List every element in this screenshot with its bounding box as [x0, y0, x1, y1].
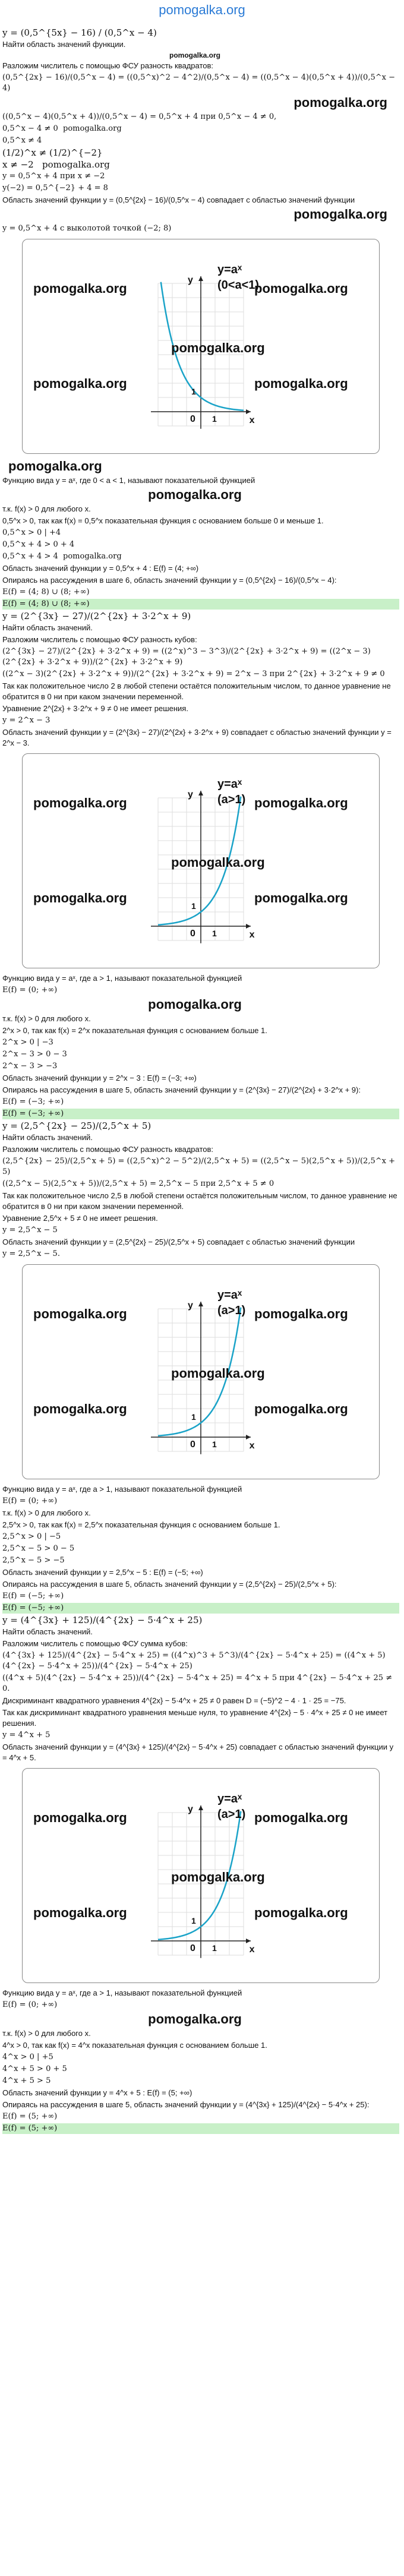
solution-line: Функцию вида y = aˣ, где a > 1, называют показательной функцией [2, 1485, 242, 1494]
x-axis-arrow [246, 409, 251, 414]
y-axis-label: y [188, 1804, 193, 1814]
y-axis-arrow [198, 791, 203, 795]
solution-line: y = 2^x − 3 [2, 716, 50, 725]
y-axis-arrow [198, 276, 203, 281]
answer-line: E(f) = (−5; +∞) [2, 1603, 399, 1614]
solution-line: (2^{3x} − 27)/(2^{2x} + 3·2^x + 9) = ((2^x)^3 − 3^3)/(2^{2x} + 3·2^x + 9) = ((2^x − 3)(2^{2x} + 3·2^x + 9))/(2^{2x} + 3·2^x + 9) [2, 647, 371, 667]
solution-line: Так как положительное число 2,5 в любой степени остаётся положительным числом, то данное уравнение не обратится в 0 ни при каком значении переменной. [2, 1191, 400, 1211]
y-unit-label: 1 [191, 387, 196, 396]
watermark: pomogalka.org [33, 1810, 127, 1825]
solution-line: y = (2^{3x} − 27)/(2^{2x} + 3·2^x + 9) [2, 611, 191, 621]
solution-line: т.к. f(x) > 0 для любого x. [2, 1508, 91, 1517]
solution-line: E(f) = (0; +∞) [2, 986, 58, 995]
solution-line: Область значений функции y = 2,5^x − 5 : E(f) = (−5; +∞) [2, 1568, 203, 1577]
x-unit-label: 1 [212, 1943, 217, 1953]
solution-line: Область значений функции y = 0,5^x + 4 : E(f) = (4; +∞) [2, 564, 199, 573]
solution-line: 0,5^x > 0, так как f(x) = 0,5^x показательная функция с основанием больше 0 и меньше 1. [2, 516, 324, 525]
solution-line: т.к. f(x) > 0 для любого x. [2, 504, 91, 513]
y-axis-arrow [198, 1805, 203, 1810]
origin-label: 0 [190, 1439, 195, 1450]
exponential-graph [22, 1264, 380, 1479]
solution-line: E(f) = (−3; +∞) [2, 1097, 64, 1106]
solution-line: 4^x > 0, так как f(x) = 4^x показательная функция с основанием больше 1. [2, 2041, 267, 2050]
solution-line: 0,5^x ≠ 4 [2, 136, 42, 145]
watermark: pomogalka.org [293, 95, 387, 110]
watermark: pomogalka.org [171, 855, 265, 870]
solution-line: E(f) = (0; +∞) [2, 1497, 58, 1505]
watermark: pomogalka.org [33, 1905, 127, 1920]
solution-line: Разложим числитель с помощью ФСУ разность квадратов: [2, 1145, 214, 1154]
function-label: y=aˣ [217, 1792, 242, 1805]
solution-line: 4^x + 5 > 0 + 5 [2, 2064, 67, 2073]
solution-line: y = 2,5^x − 5 [2, 1226, 58, 1235]
solution-line: Функцию вида y = aˣ, где 0 < a < 1, называют показательной функцией [2, 476, 255, 485]
x-axis-arrow [246, 924, 251, 929]
watermark: pomogalka.org [254, 1306, 348, 1321]
solution-line: y = 0,5^x + 4 при x ≠ −2 [2, 172, 105, 181]
x-axis-arrow [246, 1435, 251, 1439]
watermark: pomogalka.org [148, 2012, 242, 2026]
solution-line: 2,5^x − 5 > 0 − 5 [2, 1544, 75, 1553]
solution-line: 0,5^x > 0 | +4 [2, 528, 61, 537]
solution-line: Область значений функции y = 4^x + 5 : E(f) = (5; +∞) [2, 2088, 192, 2097]
base-condition-label: (0<a<1) [217, 279, 260, 292]
solution-line: Опираясь на рассуждения в шаге 5, область значений функции y = (4^{3x} + 125)/(4^{2x} − 5·4^x + 25): [2, 2100, 370, 2109]
function-label: y=aˣ [217, 1289, 242, 1302]
watermark: pomogalka.org [293, 207, 387, 222]
solution-line: т.к. f(x) > 0 для любого x. [2, 2029, 91, 2038]
watermark: pomogalka.org [254, 891, 348, 905]
watermark: pomogalka.org [33, 376, 127, 391]
solution-line: ((4^x + 5)(4^{2x} − 5·4^x + 25))/(4^{2x} − 5·4^x + 25) = 4^x + 5 при 4^{2x} − 5·4^x + 25 ≠ 0. [2, 1674, 395, 1693]
solution-line: Найти область значений функции. [2, 40, 126, 49]
solution-line: 2^x − 3 > 0 − 3 [2, 1050, 67, 1059]
y-axis-label: y [188, 789, 193, 800]
watermark: pomogalka.org [148, 997, 242, 1012]
solution-line: y = (4^{3x} + 125)/(4^{2x} − 5·4^x + 25) [2, 1615, 203, 1625]
watermark: pomogalka.org [33, 891, 127, 905]
solution-line: Область значений функции y = (2,5^{2x} − 25)/(2,5^x + 5) совпадает с областью значений функции [2, 1238, 355, 1246]
watermark: pomogalka.org [33, 1306, 127, 1321]
solution-line: E(f) = (4; 8) ∪ (8; +∞) [2, 588, 90, 596]
y-unit-label: 1 [191, 901, 196, 911]
solution-line: y = 4^x + 5 [2, 1731, 50, 1740]
watermark: pomogalka.org [254, 376, 348, 391]
solution-line: Разложим числитель с помощью ФСУ разность кубов: [2, 635, 197, 644]
solution-line: Найти область значений. [2, 623, 93, 632]
watermark: pomogalka.org [148, 487, 242, 502]
solution-line: 2,5^x − 5 > −5 [2, 1556, 65, 1565]
solution-line: 4^x > 0 | +5 [2, 2053, 53, 2062]
watermark: pomogalka.org [254, 1401, 348, 1416]
solution-line: Разложим числитель с помощью ФСУ сумма кубов: [2, 1639, 188, 1648]
watermark: pomogalka.org [254, 281, 348, 296]
watermark: pomogalka.org [33, 281, 127, 296]
function-label: y=aˣ [217, 263, 242, 276]
solution-line: Область значений функции y = 2^x − 3 : E(f) = (−3; +∞) [2, 1074, 197, 1082]
solution-line: E(f) = (−5; +∞) [2, 1592, 64, 1600]
watermark: pomogalka.org [8, 459, 102, 473]
exponential-graph [22, 753, 380, 968]
solution-line: Дискриминант квадратного уравнения 4^{2x} − 5·4^x + 25 ≠ 0 равен D = (−5)^2 − 4 · 1 · 25 = −75. [2, 1696, 346, 1705]
solution-line: 2^x > 0, так как f(x) = 2^x показательная функция с основанием больше 1. [2, 1026, 267, 1035]
x-unit-label: 1 [212, 1439, 217, 1449]
solution-line: (2,5^{2x} − 25)/(2,5^x + 5) = ((2,5^x)^2 − 5^2)/(2,5^x + 5) = ((2,5^x − 5)(2,5^x + 5))/(2,5^x + 5) [2, 1157, 398, 1176]
solution-line: Опираясь на рассуждения в шаге 5, область значений функции y = (2,5^{2x} − 25)/(2,5^x + 5): [2, 1580, 337, 1589]
solution-line: ((2,5^x − 5)(2,5^x + 5))/(2,5^x + 5) = 2,5^x − 5 при 2,5^x + 5 ≠ 0 [2, 1179, 274, 1188]
site-title[interactable]: pomogalka.org [159, 2, 245, 17]
solution-line: Опираясь на рассуждения в шаге 6, область значений функции y = (0,5^{2x} − 16)/(0,5^x − 4): [2, 576, 337, 585]
solution-line: x ≠ −2 pomogalka.org [2, 159, 110, 170]
watermark: pomogalka.org [169, 51, 220, 59]
solution-line: 2^x > 0 | −3 [2, 1038, 53, 1047]
solution-line: Найти область значений. [2, 1627, 93, 1636]
solution-line: ((0,5^x − 4)(0,5^x + 4))/(0,5^x − 4) = 0,5^x + 4 при 0,5^x − 4 ≠ 0, [2, 112, 277, 121]
solution-line: y = 0,5^x + 4 с выколотой точкой (−2; 8) [2, 224, 172, 233]
watermark: pomogalka.org [171, 1366, 265, 1381]
base-condition-label: (a>1) [217, 1808, 246, 1821]
solution-line: ((2^x − 3)(2^{2x} + 3·2^x + 9))/(2^{2x} + 3·2^x + 9) = 2^x − 3 при 2^{2x} + 3·2^x + 9 ≠ 0 [2, 670, 385, 678]
solution-line: y = 2,5^x − 5. [2, 1249, 60, 1258]
answer-line: E(f) = (4; 8) ∪ (8; +∞) [2, 599, 399, 610]
solution-line: Уравнение 2^{2x} + 3·2^x + 9 ≠ 0 не имеет решения. [2, 704, 188, 713]
watermark: pomogalka.org [254, 1905, 348, 1920]
y-unit-label: 1 [191, 1916, 196, 1925]
origin-label: 0 [190, 1943, 195, 1953]
origin-label: 0 [190, 414, 195, 424]
y-axis-label: y [188, 274, 193, 285]
solution-line: (0,5^{2x} − 16)/(0,5^x − 4) = ((0,5^x)^2 − 4^2)/(0,5^x − 4) = ((0,5^x − 4)(0,5^x + 4))/(0,5^x − 4) [2, 73, 398, 93]
solution-line: y(−2) = 0,5^{−2} + 4 = 8 [2, 184, 108, 192]
base-condition-label: (a>1) [217, 1304, 246, 1317]
watermark: pomogalka.org [33, 795, 127, 810]
solution-line: 0,5^x + 4 > 4 pomogalka.org [2, 552, 122, 561]
function-label: y=aˣ [217, 778, 242, 791]
x-axis-arrow [246, 1939, 251, 1943]
solution-line: Найти область значений. [2, 1133, 93, 1142]
solution-line: Функцию вида y = aˣ, где a > 1, называют показательной функцией [2, 1988, 242, 1997]
solution-line: 0,5^x − 4 ≠ 0 pomogalka.org [2, 124, 122, 133]
solution-content [2, 26, 399, 2135]
x-axis-label: x [249, 930, 255, 940]
y-axis-label: y [188, 1300, 193, 1311]
solution-line: Область значений функции y = (4^{3x} + 125)/(4^{2x} − 5·4^x + 25) совпадает с областью значений функции y = 4^x + 5. [2, 1742, 396, 1762]
x-unit-label: 1 [212, 414, 217, 424]
solution-line: y = (0,5^{5x} − 16) / (0,5^x − 4) [2, 27, 157, 38]
watermark: pomogalka.org [33, 1401, 127, 1416]
x-unit-label: 1 [212, 929, 217, 938]
solution-line: Функцию вида y = aˣ, где a > 1, называют показательной функцией [2, 974, 242, 983]
answer-line: E(f) = (5; +∞) [2, 2123, 399, 2134]
x-axis-label: x [249, 415, 255, 425]
origin-label: 0 [190, 929, 195, 939]
solution-line: 2,5^x > 0, так как f(x) = 2,5^x показательная функция с основанием больше 1. [2, 1520, 280, 1529]
answer-line: E(f) = (−3; +∞) [2, 1109, 399, 1119]
solution-line: Так как положительное число 2 в любой степени остаётся положительным числом, то данное уравнение не обратится в 0 ни при каком значении переменной. [2, 681, 393, 701]
solution-line: (4^{3x} + 125)/(4^{2x} − 5·4^x + 25) = ((4^x)^3 + 5^3)/(4^{2x} − 5·4^x + 25) = ((4^x + 5)(4^{2x} − 5·4^x + 25))/(4^{2x} − 5·4^x + 25) [2, 1651, 386, 1671]
watermark: pomogalka.org [254, 1810, 348, 1825]
solution-line: т.к. f(x) > 0 для любого x. [2, 1014, 91, 1023]
solution-line: (1/2)^x ≠ (1/2)^{−2} [2, 147, 103, 158]
solution-line: Разложим числитель с помощью ФСУ разность квадратов: [2, 61, 214, 70]
x-axis-label: x [249, 1441, 255, 1451]
solution-line: Опираясь на рассуждения в шаге 5, область значений функции y = (2^{3x} − 27)/(2^{2x} + 3·2^x + 9): [2, 1085, 361, 1094]
watermark: pomogalka.org [171, 1870, 265, 1884]
solution-line: Область значений функции y = (2^{3x} − 27)/(2^{2x} + 3·2^x + 9) совпадает с областью значений функции y = 2^x − 3. [2, 728, 394, 747]
solution-line: 0,5^x + 4 > 0 + 4 [2, 540, 75, 549]
solution-line: Так как дискриминант квадратного уравнения меньше нуля, то уравнение 4^{2x} − 5 · 4^x + 25 ≠ 0 не имеет решения. [2, 1708, 390, 1728]
exponential-graph [22, 239, 380, 454]
solution-line: 4^x + 5 > 5 [2, 2076, 51, 2085]
solution-line: E(f) = (5; +∞) [2, 2112, 58, 2121]
base-condition-label: (a>1) [217, 793, 246, 806]
x-axis-label: x [249, 1944, 255, 1955]
y-axis-arrow [198, 1302, 203, 1306]
solution-line: E(f) = (0; +∞) [2, 2000, 58, 2009]
exponential-graph [22, 1768, 380, 1983]
solution-line: Уравнение 2,5^x + 5 ≠ 0 не имеет решения. [2, 1214, 158, 1223]
solution-line: y = (2,5^{2x} − 25)/(2,5^x + 5) [2, 1120, 152, 1131]
y-unit-label: 1 [191, 1412, 196, 1422]
solution-line: 2,5^x > 0 | −5 [2, 1532, 61, 1541]
watermark: pomogalka.org [254, 795, 348, 810]
solution-line: 2^x − 3 > −3 [2, 1062, 58, 1071]
solution-line: Область значений функции y = (0,5^{2x} − 16)/(0,5^x − 4) совпадает с областью значений функции [2, 195, 355, 204]
watermark: pomogalka.org [171, 340, 265, 355]
